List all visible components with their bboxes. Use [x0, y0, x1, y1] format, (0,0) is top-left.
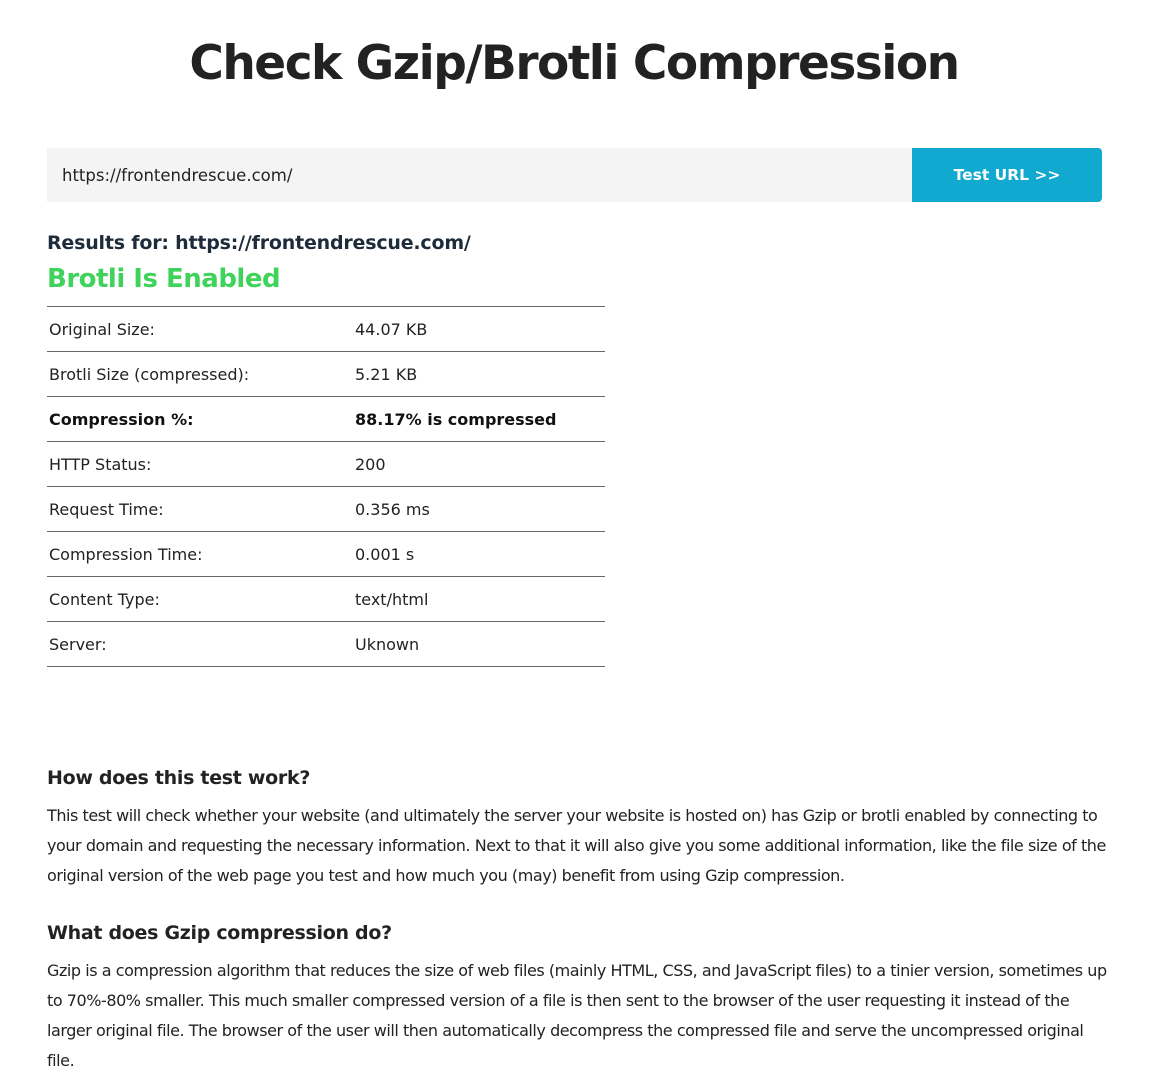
row-value: 0.356 ms: [353, 487, 605, 532]
row-key: Server:: [47, 622, 353, 667]
how-it-works-heading: How does this test work?: [47, 767, 311, 789]
compression-status: Brotli Is Enabled: [47, 264, 281, 294]
row-value: text/html: [353, 577, 605, 622]
table-row: [47, 307, 605, 352]
row-value: Uknown: [353, 622, 605, 667]
page-title: Check Gzip/Brotli Compression: [189, 36, 959, 91]
table-row: [47, 487, 605, 532]
row-value: 5.21 KB: [353, 352, 605, 397]
row-key: Request Time:: [47, 487, 353, 532]
row-key: Compression %:: [47, 397, 353, 442]
row-value: 0.001 s: [353, 532, 605, 577]
what-gzip-does-heading: What does Gzip compression do?: [47, 922, 392, 944]
table-row: [47, 577, 605, 622]
test-url-button[interactable]: Test URL >>: [912, 148, 1102, 202]
row-key: Brotli Size (compressed):: [47, 352, 353, 397]
row-key: Content Type:: [47, 577, 353, 622]
results-label: Results for: https://frontendrescue.com/: [47, 232, 471, 254]
results-table: [47, 306, 605, 667]
row-value: 200: [353, 442, 605, 487]
row-key: HTTP Status:: [47, 442, 353, 487]
row-key: Compression Time:: [47, 532, 353, 577]
table-row: [47, 532, 605, 577]
table-row: [47, 397, 605, 442]
url-input[interactable]: [47, 148, 912, 202]
what-gzip-does-text: Gzip is a compression algorithm that reduces the size of web files (mainly HTML, CSS, and JavaScript files) to a tinier version, sometimes up to 70%-80% smaller. This much smaller compressed version of a file is then sent to the browser of the user requesting it instead of the larger original file. The browser of the user will then automatically decompress the compressed file and serve the uncompressed original file.: [47, 961, 1107, 1070]
url-test-form: [47, 148, 1102, 202]
table-row: [47, 352, 605, 397]
table-row: [47, 442, 605, 487]
row-value: 88.17% is compressed: [353, 397, 605, 442]
row-key: Original Size:: [47, 307, 353, 352]
table-row: [47, 622, 605, 667]
how-it-works-text: This test will check whether your website (and ultimately the server your website is hosted on) has Gzip or brotli enabled by connecting to your domain and requesting the necessary information. Next to that it will also give you some additional information, like the file size of the original version of the web page you test and how much you (may) benefit from using Gzip compression.: [47, 806, 1106, 885]
row-value: 44.07 KB: [353, 307, 605, 352]
